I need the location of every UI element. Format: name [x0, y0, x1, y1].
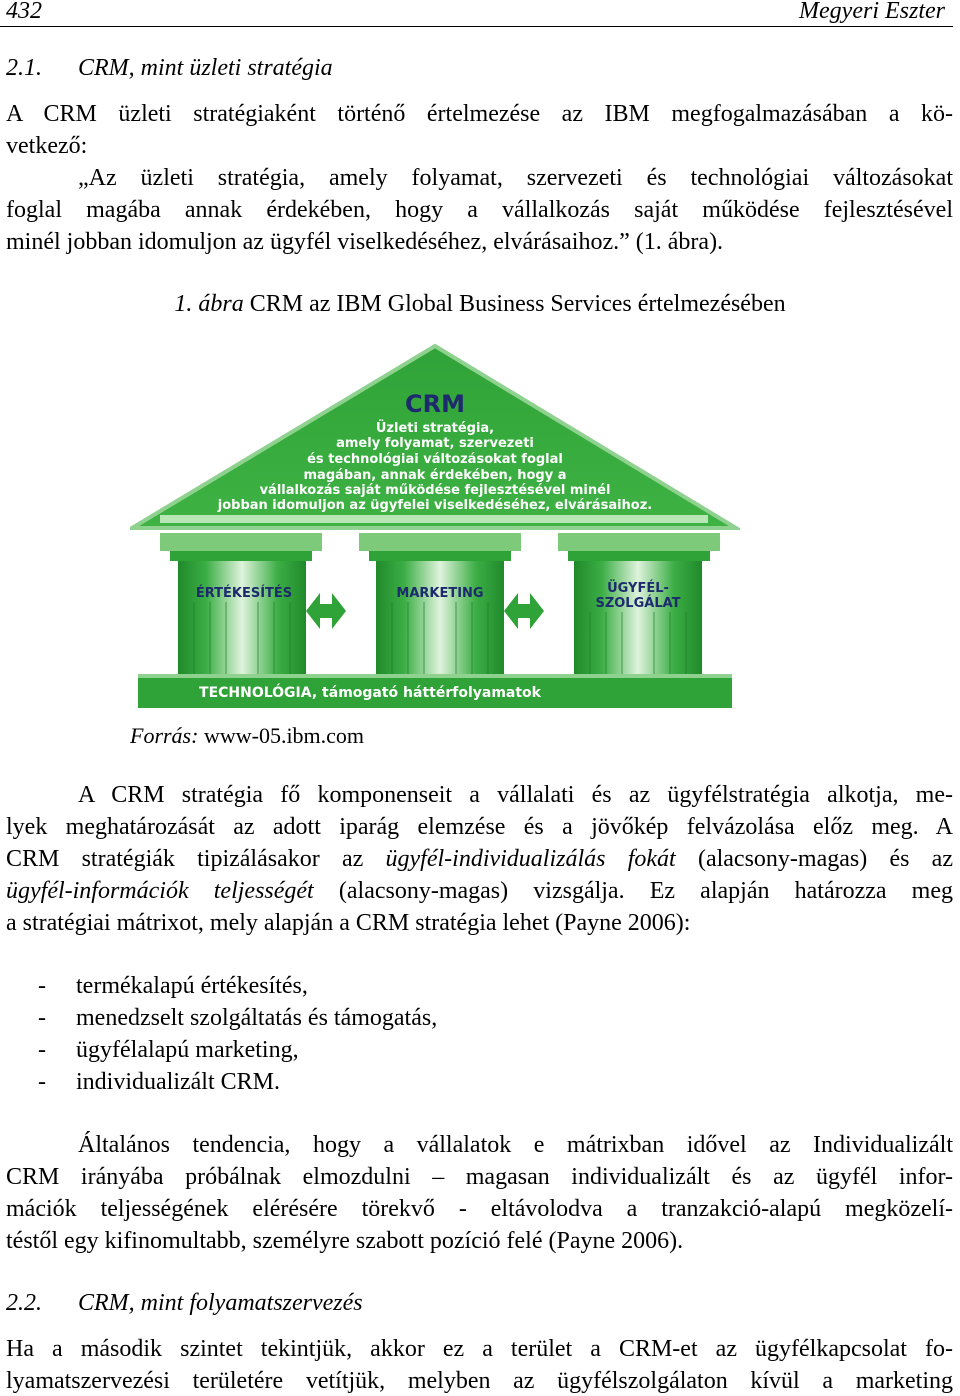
section-title: CRM, mint folyamatszervezés [78, 1290, 363, 1316]
list-item: - ügyfélalapú marketing, [38, 1037, 299, 1063]
pillar-label-marketing: MARKETING [396, 586, 484, 601]
double-arrow-icon [306, 593, 346, 629]
para2-line-4: téstől egy kifinomultabb, személyre szabott pozíció felé (Payne 2006). [6, 1228, 684, 1254]
para3-line-2: lyamatszervezési területére vetítjük, melyben az ügyfélszolgálaton kívül a marketing [6, 1368, 953, 1394]
para2-line-2: CRM irányába próbálnak elmozdulni – magasan individualizált és az ügyfél infor- [6, 1164, 953, 1190]
source-url: www-05.ibm.com [203, 723, 365, 748]
crm-temple-diagram [130, 340, 740, 712]
section-number: 2.1. [6, 55, 42, 81]
para2-line-1: Általános tendencia, hogy a vállalatok e mátrixban idővel az Individualizált [78, 1132, 953, 1158]
roof-line-1: Üzleti stratégia, [375, 421, 495, 436]
pillar-ertekesites [160, 533, 322, 686]
page-number: 432 [6, 0, 42, 24]
pillar-label-ugyfel-2: SZOLGÁLAT [595, 596, 681, 611]
para1-line-2: lyek meghatározását az adott iparág elemzése és a jövőkép felvázolása előz meg. A [6, 814, 953, 840]
section-heading-2-1 [6, 53, 333, 83]
section-heading-2-2 [6, 1288, 363, 1318]
para1-line-3-b: (alacsony-magas) és az [675, 846, 953, 872]
figure-caption [0, 289, 960, 319]
pillar-marketing [359, 533, 521, 686]
section-number: 2.2. [6, 1290, 42, 1316]
roof-line-4: magában, annak érdekében, hogy a [303, 468, 567, 483]
section-title: CRM, mint üzleti stratégia [78, 55, 333, 81]
pillar-label-ugyfel-1: ÜGYFÉL- [607, 581, 669, 596]
pillar-ugyfelszolgalat [558, 533, 720, 686]
roof-line-2: amely folyamat, szervezeti [336, 436, 534, 451]
roof [132, 346, 736, 528]
para1-line-1: A CRM stratégia fő komponenseit a vállalati és az ügyfélstratégia alkotja, me- [78, 782, 953, 808]
para1-line-3 [6, 844, 953, 874]
figure-caption-text: CRM az IBM Global Business Services értelmezésében [249, 291, 786, 317]
list-item: - menedzselt szolgáltatás és támogatás, [38, 1005, 438, 1031]
list-item-text: termékalapú értékesítés, [76, 973, 308, 999]
figure-source [130, 722, 364, 750]
figure-caption-label: 1. ábra [174, 291, 244, 317]
intro-line-2: vetkező: [6, 133, 88, 159]
author-name: Megyeri Eszter [799, 0, 945, 24]
para1-line-3-a: CRM stratégiák tipizálásakor az [6, 846, 386, 872]
list-item-text: ügyfélalapú marketing, [76, 1037, 299, 1063]
page-header [0, 0, 953, 27]
para1-line-4-italic: ügyfél-információk teljességét [6, 878, 314, 904]
quote-line-3: minél jobban idomuljon az ügyfél viselkedéséhez, elvárásaihoz.” (1. ábra). [6, 229, 724, 255]
double-arrow-icon [504, 593, 544, 629]
list-item-text: individualizált CRM. [76, 1069, 280, 1095]
para1-line-4-b: (alacsony-magas) vizsgálja. Ez alapján határozza meg [313, 878, 954, 904]
roof-title: CRM [405, 390, 465, 418]
roof-line-3: és technológiai változásokat foglal [307, 452, 563, 467]
technology-base [138, 674, 732, 708]
para3-line-1: Ha a második szintet tekintjük, akkor ez a terület a CRM-et az ügyfélkapcsolat fo- [6, 1336, 953, 1362]
para1-line-5: a stratégiai mátrixot, mely alapján a CRM stratégia lehet (Payne 2006): [6, 910, 691, 936]
roof-line-6: jobban idomuljon az ügyfelei viselkedéséhez, elvárásaihoz. [217, 498, 653, 513]
quote-line-1: „Az üzleti stratégia, amely folyamat, szervezeti és technológiai változásokat [78, 165, 953, 191]
source-label: Forrás: [130, 723, 199, 748]
roof-line-5: vállalkozás saját működése fejlesztésével minél [259, 483, 611, 498]
pillar-label-ertekesites: ÉRTÉKESÍTÉS [195, 586, 293, 601]
list-item: - individualizált CRM. [38, 1069, 280, 1095]
list-item-text: menedzselt szolgáltatás és támogatás, [76, 1005, 438, 1031]
para2-line-3: mációk teljességének elérésére törekvő - eltávolodva a tranzakció-alapú megközelí- [6, 1196, 953, 1222]
para1-line-4 [6, 876, 953, 906]
base-label: TECHNOLÓGIA, támogató háttérfolyamatok [199, 685, 541, 701]
intro-line-1: A CRM üzleti stratégiaként történő értelmezése az IBM megfogalmazásában a kö- [6, 101, 953, 127]
list-item: - termékalapú értékesítés, [38, 973, 308, 999]
para1-line-3-italic: ügyfél-individualizálás fokát [385, 846, 676, 872]
quote-line-2: foglal magába annak érdekében, hogy a vállalkozás saját működése fejlesztésével [6, 197, 953, 223]
